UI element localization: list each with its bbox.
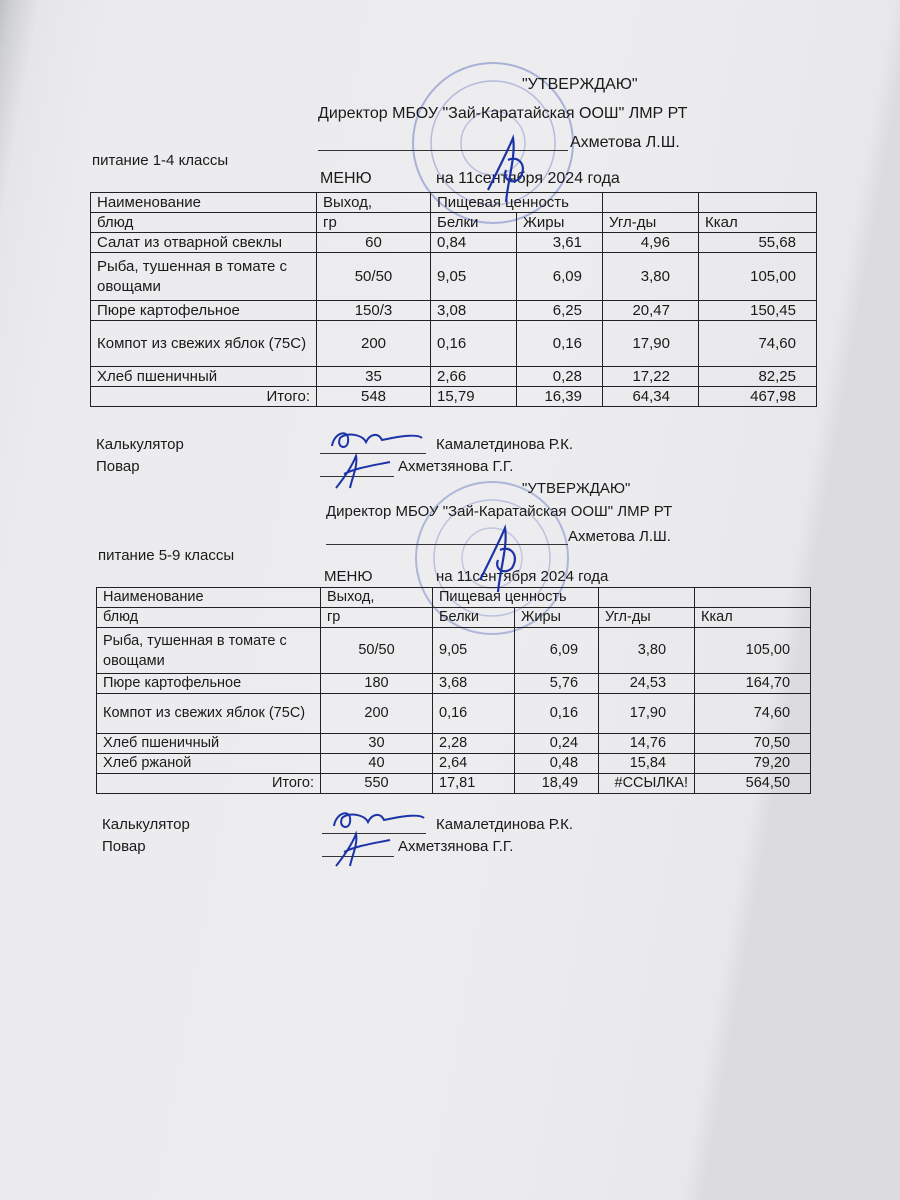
- carb-cell: 17,90: [603, 321, 699, 367]
- header-cell: Пищевая ценность: [433, 588, 599, 608]
- calculator-label: Калькулятор: [102, 816, 190, 833]
- group-label: питание 5-9 классы: [98, 547, 235, 564]
- table-header-row: [91, 193, 817, 213]
- protein-cell: 0,16: [431, 321, 517, 367]
- header-cell: Угл-ды: [599, 608, 695, 628]
- cook-label: Повар: [102, 838, 146, 855]
- total-label: Итого:: [97, 774, 321, 794]
- dish-name: Хлеб пшеничный: [97, 734, 321, 754]
- dish-name: Пюре картофельное: [97, 674, 321, 694]
- total-kcal: 467,98: [699, 387, 817, 407]
- total-carb: 64,34: [603, 387, 699, 407]
- portion-cell: 200: [321, 694, 433, 734]
- menu-table: [96, 587, 811, 794]
- signature-line: [326, 544, 568, 545]
- group-label: питание 1-4 классы: [92, 152, 229, 169]
- dish-name: Хлеб пшеничный: [91, 367, 317, 387]
- dish-name: Хлеб ржаной: [97, 754, 321, 774]
- calculator-label: Калькулятор: [96, 436, 184, 453]
- header-cell: блюд: [91, 213, 317, 233]
- calculator-signature: [322, 424, 426, 454]
- director-name: Ахметова Л.Ш.: [568, 528, 671, 545]
- director-line: Директор МБОУ "Зай-Каратайская ООШ" ЛМР РТ: [326, 503, 673, 520]
- carb-cell: 15,84: [599, 754, 695, 774]
- header-cell: гр: [317, 213, 431, 233]
- carb-cell: 17,90: [599, 694, 695, 734]
- table-row: [91, 301, 817, 321]
- total-protein: 15,79: [431, 387, 517, 407]
- header-cell: Ккал: [695, 608, 811, 628]
- header-cell: Наименование: [97, 588, 321, 608]
- menu-label: МЕНЮ: [320, 170, 372, 187]
- table-row: [97, 734, 811, 754]
- header-cell: блюд: [97, 608, 321, 628]
- portion-cell: 50/50: [321, 628, 433, 674]
- calculator-name: Камалетдинова Р.К.: [436, 816, 574, 833]
- carb-cell: 4,96: [603, 233, 699, 253]
- calculator-name: Камалетдинова Р.К.: [436, 436, 574, 453]
- table-row: [97, 754, 811, 774]
- kcal-cell: 74,60: [699, 321, 817, 367]
- header-cell: Ккал: [699, 213, 817, 233]
- protein-cell: 2,28: [433, 734, 515, 754]
- protein-cell: 9,05: [433, 628, 515, 674]
- header-cell: Угл-ды: [603, 213, 699, 233]
- dish-name: Рыба, тушенная в томате с овощами: [91, 253, 317, 301]
- total-kcal: 564,50: [695, 774, 811, 794]
- protein-cell: 2,66: [431, 367, 517, 387]
- header-cell: Наименование: [91, 193, 317, 213]
- menu-date: на 11сентября 2024 года: [436, 170, 620, 187]
- header-cell: гр: [321, 608, 433, 628]
- portion-cell: 30: [321, 734, 433, 754]
- header-cell: Пищевая ценность: [431, 193, 603, 213]
- director-signature: [478, 130, 538, 210]
- approve-title: "УТВЕРЖДАЮ": [522, 480, 631, 497]
- fat-cell: 6,25: [517, 301, 603, 321]
- carb-cell: 14,76: [599, 734, 695, 754]
- dish-name: Компот из свежих яблок (75С): [97, 694, 321, 734]
- kcal-cell: 70,50: [695, 734, 811, 754]
- kcal-cell: 164,70: [695, 674, 811, 694]
- portion-cell: 40: [321, 754, 433, 774]
- header-cell: Выход,: [317, 193, 431, 213]
- fat-cell: 0,24: [515, 734, 599, 754]
- dish-name: Компот из свежих яблок (75С): [91, 321, 317, 367]
- table-row: [97, 628, 811, 674]
- table-row: [97, 694, 811, 734]
- portion-cell: 180: [321, 674, 433, 694]
- table-row: [97, 674, 811, 694]
- portion-cell: 150/3: [317, 301, 431, 321]
- dish-name: Рыба, тушенная в томате с овощами: [97, 628, 321, 674]
- table-row: [91, 253, 817, 301]
- table-header-row: [91, 213, 817, 233]
- total-row: [97, 774, 811, 794]
- kcal-cell: 82,25: [699, 367, 817, 387]
- menu-table: [90, 192, 817, 407]
- fat-cell: 0,16: [515, 694, 599, 734]
- portion-cell: 35: [317, 367, 431, 387]
- header-cell: [599, 588, 695, 608]
- total-label: Итого:: [91, 387, 317, 407]
- total-portion: 550: [321, 774, 433, 794]
- table-header-row: [97, 608, 811, 628]
- cook-signature: [330, 452, 394, 492]
- protein-cell: 2,64: [433, 754, 515, 774]
- dish-name: Пюре картофельное: [91, 301, 317, 321]
- total-carb: #ССЫЛКА!: [599, 774, 695, 794]
- total-fat: 18,49: [515, 774, 599, 794]
- director-signature: [470, 520, 530, 600]
- kcal-cell: 55,68: [699, 233, 817, 253]
- header-cell: Белки: [433, 608, 515, 628]
- protein-cell: 0,84: [431, 233, 517, 253]
- dish-name: Салат из отварной свеклы: [91, 233, 317, 253]
- portion-cell: 60: [317, 233, 431, 253]
- total-portion: 548: [317, 387, 431, 407]
- cook-name: Ахметзянова Г.Г.: [398, 458, 514, 475]
- total-protein: 17,81: [433, 774, 515, 794]
- fat-cell: 0,48: [515, 754, 599, 774]
- director-line: Директор МБОУ "Зай-Каратайская ООШ" ЛМР РТ: [318, 105, 688, 122]
- menu-date: на 11сентября 2024 года: [436, 568, 609, 585]
- table-row: [91, 321, 817, 367]
- menu-label: МЕНЮ: [324, 568, 373, 585]
- header-cell: Выход,: [321, 588, 433, 608]
- carb-cell: 17,22: [603, 367, 699, 387]
- portion-cell: 200: [317, 321, 431, 367]
- cook-name: Ахметзянова Г.Г.: [398, 838, 514, 855]
- kcal-cell: 79,20: [695, 754, 811, 774]
- carb-cell: 20,47: [603, 301, 699, 321]
- header-cell: [699, 193, 817, 213]
- cook-label: Повар: [96, 458, 140, 475]
- protein-cell: 9,05: [431, 253, 517, 301]
- header-cell: Белки: [431, 213, 517, 233]
- fat-cell: 0,16: [517, 321, 603, 367]
- fat-cell: 6,09: [517, 253, 603, 301]
- fat-cell: 0,28: [517, 367, 603, 387]
- carb-cell: 3,80: [603, 253, 699, 301]
- fat-cell: 6,09: [515, 628, 599, 674]
- kcal-cell: 105,00: [695, 628, 811, 674]
- header-cell: Жиры: [517, 213, 603, 233]
- protein-cell: 0,16: [433, 694, 515, 734]
- director-name: Ахметова Л.Ш.: [570, 134, 680, 151]
- carb-cell: 3,80: [599, 628, 695, 674]
- kcal-cell: 105,00: [699, 253, 817, 301]
- carb-cell: 24,53: [599, 674, 695, 694]
- table-header-row: [97, 588, 811, 608]
- header-cell: [603, 193, 699, 213]
- table-row: [91, 367, 817, 387]
- portion-cell: 50/50: [317, 253, 431, 301]
- header-cell: Жиры: [515, 608, 599, 628]
- fat-cell: 3,61: [517, 233, 603, 253]
- kcal-cell: 74,60: [695, 694, 811, 734]
- total-row: [91, 387, 817, 407]
- approve-title: "УТВЕРЖДАЮ": [522, 76, 638, 93]
- protein-cell: 3,68: [433, 674, 515, 694]
- table-row: [91, 233, 817, 253]
- protein-cell: 3,08: [431, 301, 517, 321]
- fat-cell: 5,76: [515, 674, 599, 694]
- cook-signature: [330, 830, 394, 870]
- header-cell: [695, 588, 811, 608]
- total-fat: 16,39: [517, 387, 603, 407]
- kcal-cell: 150,45: [699, 301, 817, 321]
